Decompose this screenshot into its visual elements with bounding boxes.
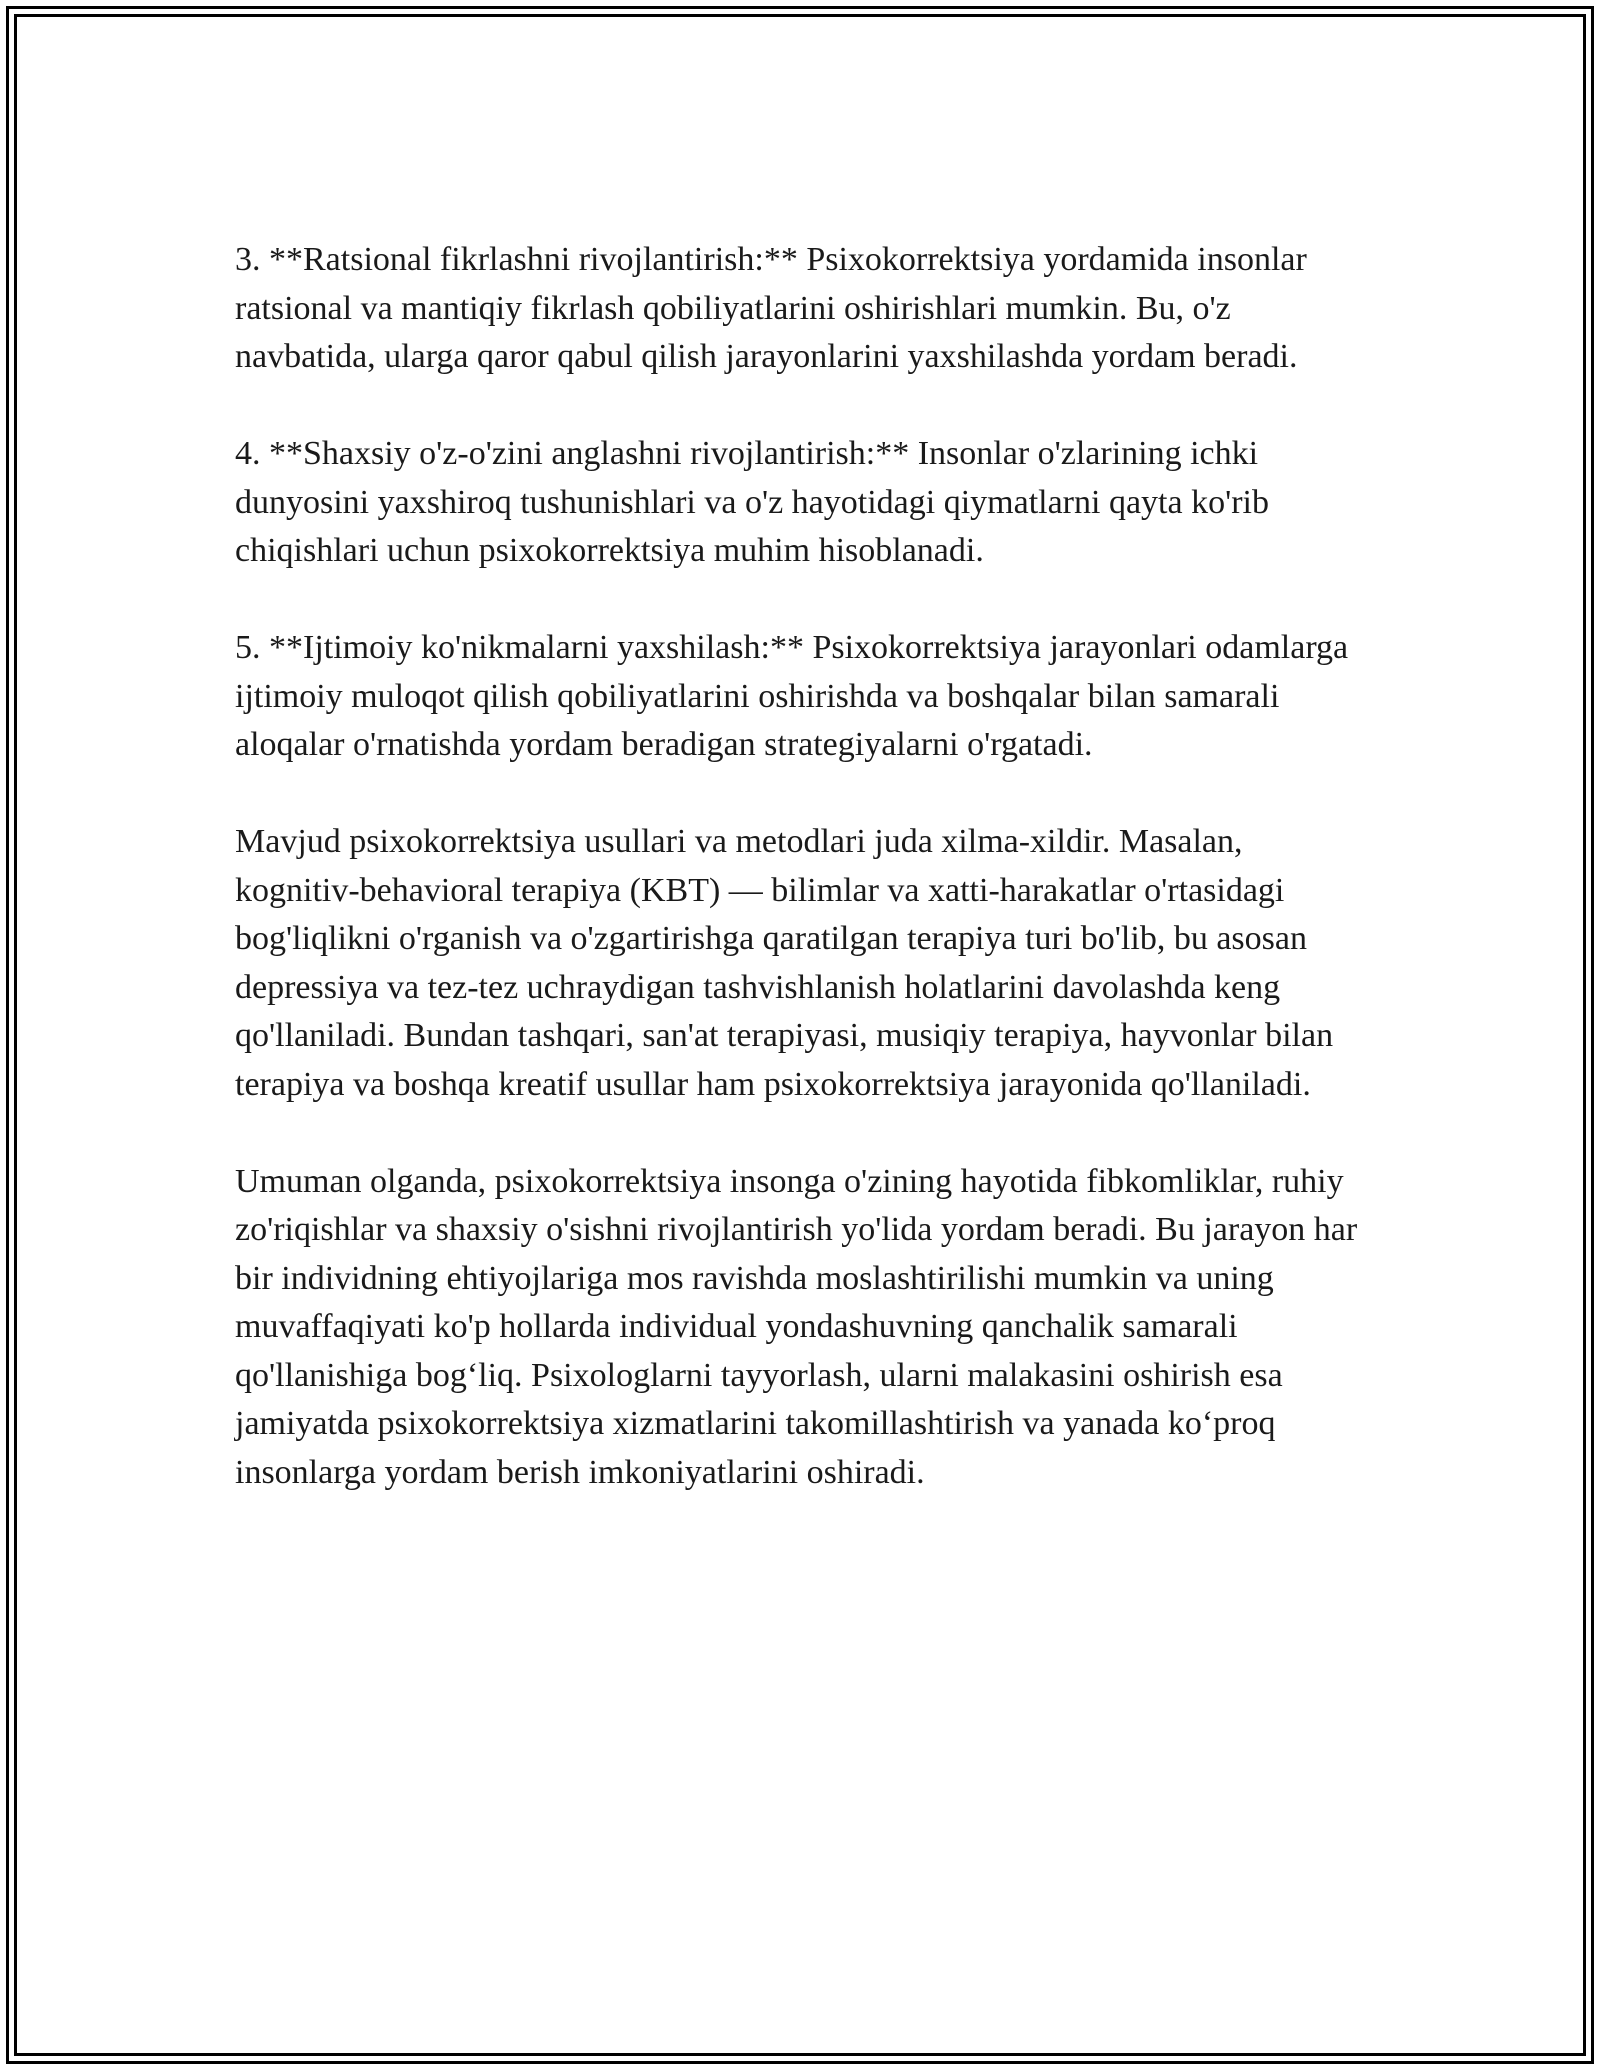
paragraph-methods: Mavjud psixokorrektsiya usullari va metodlari juda xilma-xildir. Masalan, kognitiv-behavioral terapiya (KBT) — bilimlar va xatti-harakatlar o'rtasidagi bog'liqlikni o'rganish va o'zgartirishga qaratilgan terapiya turi bo'lib, bu asosan depressiya va tez-tez uchraydigan tashvishlanish holatlarini davolashda keng qo'llaniladi. Bundan tashqari, san'at terapiyasi, musiqiy terapiya, hayvonlar bilan terapiya va boshqa kreatif usullar ham psixokorrektsiya jarayonida qo'llaniladi. — [235, 823, 1334, 1103]
paragraph-rational-thinking: 3. **Ratsional fikrlashni rivojlantirish:** Psixokorrektsiya yordamida insonlar ratsional va mantiqiy fikrlash qobiliyatlarini oshirishlari mumkin. Bu, o'z navbatida, ularga qaror qabul qilish jarayonlarini yaxshilashda yordam beradi. — [235, 241, 1307, 375]
document-body — [235, 236, 1370, 1546]
paragraph-conclusion: Umuman olganda, psixokorrektsiya insonga o'zining hayotida fibkomliklar, ruhiy zo'riqishlar va shaxsiy o'sishni rivojlantirish yo'lida yordam beradi. Bu jarayon har bir individning ehtiyojlariga mos ravishda moslashtirilishi mumkin va uning muvaffaqiyati ko'p hollarda individual yondashuvning qanchalik samarali qo'llanishiga bog‘liq. Psixologlarni tayyorlash, ularni malakasini oshirish esa jamiyatda psixokorrektsiya xizmatlarini takomillashtirish va yanada ko‘proq insonlarga yordam berish imkoniyatlarini oshiradi. — [235, 1162, 1358, 1491]
paragraph-social-skills: 5. **Ijtimoiy ko'nikmalarni yaxshilash:** Psixokorrektsiya jarayonlari odamlarga ijtimoiy muloqot qilish qobiliyatlarini oshirishda va boshqalar bilan samarali aloqalar o'rnatishda yordam beradigan strategiyalarni o'rgatadi. — [235, 629, 1349, 763]
paragraph-self-awareness: 4. **Shaxsiy o'z-o'zini anglashni rivojlantirish:** Insonlar o'zlarining ichki dunyosini yaxshiroq tushunishlari va o'z hayotidagi qiymatlarni qayta ko'rib chiqishlari uchun psixokorrektsiya muhim hisoblanadi. — [235, 435, 1269, 569]
